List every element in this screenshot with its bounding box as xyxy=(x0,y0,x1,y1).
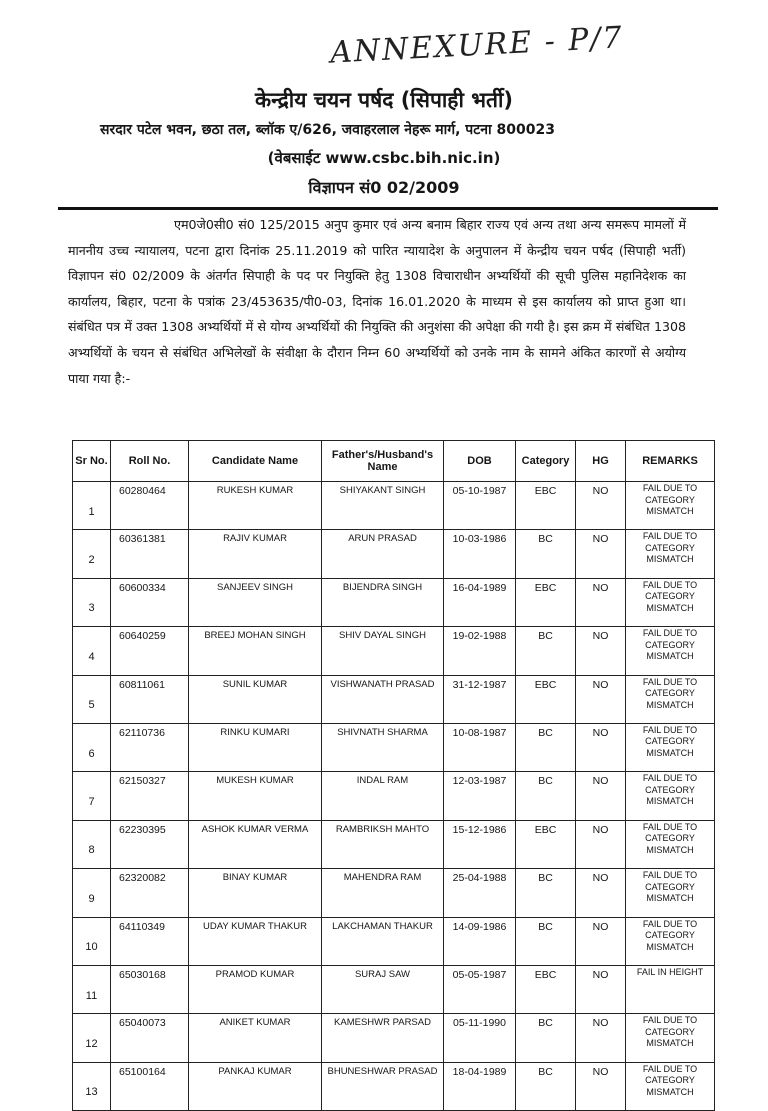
row-candidate-cell: SUNIL KUMAR xyxy=(189,675,322,723)
row-roll-cell: 65040073 xyxy=(111,1014,189,1062)
row-candidate-cell: RINKU KUMARI xyxy=(189,723,322,771)
row-roll-cell: 60811061 xyxy=(111,675,189,723)
row-dob-cell: 12-03-1987 xyxy=(444,772,516,820)
row-category-cell: EBC xyxy=(516,578,576,626)
row-sr-cell: 9 xyxy=(73,869,111,917)
row-roll-cell: 62150327 xyxy=(111,772,189,820)
table-row xyxy=(73,1014,715,1062)
row-father-cell: BIJENDRA SINGH xyxy=(322,578,444,626)
row-hg-cell: NO xyxy=(576,530,626,578)
row-father-cell: BHUNESHWAR PRASAD xyxy=(322,1062,444,1110)
row-category-cell: EBC xyxy=(516,675,576,723)
table-row xyxy=(73,627,715,675)
row-roll-cell: 60361381 xyxy=(111,530,189,578)
row-remarks-cell: FAIL DUE TO CATEGORY MISMATCH xyxy=(626,869,715,917)
row-dob-cell: 05-05-1987 xyxy=(444,965,516,1013)
row-hg-cell: NO xyxy=(576,869,626,917)
row-father-cell: KAMESHWR PARSAD xyxy=(322,1014,444,1062)
header-divider xyxy=(58,207,718,210)
row-dob-cell: 05-10-1987 xyxy=(444,482,516,530)
row-roll-cell: 62110736 xyxy=(111,723,189,771)
table-row xyxy=(73,482,715,530)
row-category-cell: BC xyxy=(516,869,576,917)
row-dob-cell: 10-08-1987 xyxy=(444,723,516,771)
row-candidate-cell: RAJIV KUMAR xyxy=(189,530,322,578)
table-row xyxy=(73,723,715,771)
annexure-handwritten-label: ANNEXURE - P/7 xyxy=(329,20,625,71)
table-row xyxy=(73,530,715,578)
row-category-cell: EBC xyxy=(516,820,576,868)
row-father-cell: VISHWANATH PRASAD xyxy=(322,675,444,723)
row-sr-cell: 7 xyxy=(73,772,111,820)
row-hg-cell: NO xyxy=(576,1062,626,1110)
row-category-cell: EBC xyxy=(516,965,576,1013)
row-remarks-cell: FAIL IN HEIGHT xyxy=(626,965,715,1013)
row-category-cell: BC xyxy=(516,530,576,578)
row-sr-cell: 6 xyxy=(73,723,111,771)
office-address: सरदार पटेल भवन, छठा तल, ब्लॉक ए/626, जवाहरलाल नेहरू मार्ग, पटना 800023 xyxy=(100,122,555,138)
row-category-cell: BC xyxy=(516,772,576,820)
row-dob-cell: 31-12-1987 xyxy=(444,675,516,723)
col-header-remarks: REMARKS xyxy=(626,441,715,482)
row-category-cell: BC xyxy=(516,917,576,965)
table-row xyxy=(73,965,715,1013)
row-remarks-cell: FAIL DUE TO CATEGORY MISMATCH xyxy=(626,675,715,723)
row-hg-cell: NO xyxy=(576,772,626,820)
col-header-candidate: Candidate Name xyxy=(189,441,322,482)
disqualified-candidates-table xyxy=(72,440,715,1111)
row-dob-cell: 15-12-1986 xyxy=(444,820,516,868)
row-dob-cell: 14-09-1986 xyxy=(444,917,516,965)
table-row xyxy=(73,820,715,868)
row-dob-cell: 18-04-1989 xyxy=(444,1062,516,1110)
row-sr-cell: 4 xyxy=(73,627,111,675)
col-header-dob: DOB xyxy=(444,441,516,482)
row-remarks-cell: FAIL DUE TO CATEGORY MISMATCH xyxy=(626,1014,715,1062)
table-row xyxy=(73,578,715,626)
row-roll-cell: 60280464 xyxy=(111,482,189,530)
table-row xyxy=(73,869,715,917)
row-roll-cell: 64110349 xyxy=(111,917,189,965)
row-category-cell: EBC xyxy=(516,482,576,530)
row-sr-cell: 5 xyxy=(73,675,111,723)
body-paragraph-text: एम0जे0सी0 सं0 125/2015 अनुप कुमार एवं अन्य बनाम बिहार राज्य एवं अन्य तथा अन्य समरूप मामलों में माननीय उच्च न्यायालय, पटना द्वारा दिनांक 25.11.2019 को पारित न्यायादेश के अनुपालन में केन्द्रीय चयन पर्षद (सिपाही भर्ती) विज्ञापन सं0 02/2009 के अंतर्गत सिपाही के पद पर नियुक्ति हेतु 1308 विचाराधीन अभ्यर्थियों की सूची पुलिस महानिदेशक का कार्यालय, बिहार, पटना के पत्रांक 23/453635/पी0-03, दिनांक 16.01.2020 के माध्यम से इस कार्यालय को प्राप्त हुआ था। संबंधित पत्र में उक्त 1308 अभ्यर्थियों में से योग्य अभ्यर्थियों की नियुक्ति की अनुशंसा की अपेक्षा की गयी है। इस क्रम में संबंधित 1308 अभ्यर्थियों के चयन से संबंधित अभिलेखों के संवीक्षा के दौरान निम्न 60 अभ्यर्थियों को उनके नाम के सामने अंकित कारणों से अयोग्य पाया गया है:- xyxy=(68,217,686,386)
table-row xyxy=(73,772,715,820)
row-hg-cell: NO xyxy=(576,965,626,1013)
row-remarks-cell: FAIL DUE TO CATEGORY MISMATCH xyxy=(626,1062,715,1110)
row-candidate-cell: RUKESH KUMAR xyxy=(189,482,322,530)
row-roll-cell: 62320082 xyxy=(111,869,189,917)
row-remarks-cell: FAIL DUE TO CATEGORY MISMATCH xyxy=(626,772,715,820)
row-sr-cell: 2 xyxy=(73,530,111,578)
row-father-cell: RAMBRIKSH MAHTO xyxy=(322,820,444,868)
row-father-cell: ARUN PRASAD xyxy=(322,530,444,578)
row-hg-cell: NO xyxy=(576,917,626,965)
row-remarks-cell: FAIL DUE TO CATEGORY MISMATCH xyxy=(626,723,715,771)
table-body xyxy=(73,482,715,1111)
row-category-cell: BC xyxy=(516,627,576,675)
row-category-cell: BC xyxy=(516,1062,576,1110)
row-candidate-cell: BINAY KUMAR xyxy=(189,869,322,917)
row-father-cell: SURAJ SAW xyxy=(322,965,444,1013)
table-row xyxy=(73,917,715,965)
row-roll-cell: 65030168 xyxy=(111,965,189,1013)
row-sr-cell: 12 xyxy=(73,1014,111,1062)
row-hg-cell: NO xyxy=(576,482,626,530)
body-paragraph xyxy=(68,212,686,391)
row-sr-cell: 1 xyxy=(73,482,111,530)
row-remarks-cell: FAIL DUE TO CATEGORY MISMATCH xyxy=(626,820,715,868)
table-header-row xyxy=(73,441,715,482)
row-remarks-cell: FAIL DUE TO CATEGORY MISMATCH xyxy=(626,917,715,965)
row-remarks-cell: FAIL DUE TO CATEGORY MISMATCH xyxy=(626,578,715,626)
row-father-cell: MAHENDRA RAM xyxy=(322,869,444,917)
table-row xyxy=(73,675,715,723)
row-roll-cell: 60640259 xyxy=(111,627,189,675)
row-remarks-cell: FAIL DUE TO CATEGORY MISMATCH xyxy=(626,627,715,675)
row-father-cell: SHIV DAYAL SINGH xyxy=(322,627,444,675)
table-row xyxy=(73,1062,715,1110)
row-candidate-cell: PRAMOD KUMAR xyxy=(189,965,322,1013)
row-roll-cell: 62230395 xyxy=(111,820,189,868)
row-sr-cell: 10 xyxy=(73,917,111,965)
row-category-cell: BC xyxy=(516,1014,576,1062)
row-roll-cell: 60600334 xyxy=(111,578,189,626)
row-sr-cell: 13 xyxy=(73,1062,111,1110)
row-roll-cell: 65100164 xyxy=(111,1062,189,1110)
row-father-cell: SHIYAKANT SINGH xyxy=(322,482,444,530)
row-candidate-cell: ANIKET KUMAR xyxy=(189,1014,322,1062)
row-sr-cell: 3 xyxy=(73,578,111,626)
row-dob-cell: 16-04-1989 xyxy=(444,578,516,626)
row-dob-cell: 05-11-1990 xyxy=(444,1014,516,1062)
row-sr-cell: 8 xyxy=(73,820,111,868)
row-candidate-cell: MUKESH KUMAR xyxy=(189,772,322,820)
advertisement-number: विज्ञापन सं0 02/2009 xyxy=(308,178,460,197)
website-line: (वेबसाईट www.csbc.bih.nic.in) xyxy=(267,149,501,167)
col-header-father: Father's/Husband's Name xyxy=(322,441,444,482)
row-dob-cell: 19-02-1988 xyxy=(444,627,516,675)
row-hg-cell: NO xyxy=(576,723,626,771)
row-sr-cell: 11 xyxy=(73,965,111,1013)
row-hg-cell: NO xyxy=(576,627,626,675)
row-category-cell: BC xyxy=(516,723,576,771)
row-hg-cell: NO xyxy=(576,1014,626,1062)
row-remarks-cell: FAIL DUE TO CATEGORY MISMATCH xyxy=(626,482,715,530)
row-father-cell: LAKCHAMAN THAKUR xyxy=(322,917,444,965)
row-candidate-cell: BREEJ MOHAN SINGH xyxy=(189,627,322,675)
col-header-sr: Sr No. xyxy=(73,441,111,482)
page-title: केन्द्रीय चयन पर्षद (सिपाही भर्ती) xyxy=(255,88,513,112)
col-header-category: Category xyxy=(516,441,576,482)
row-remarks-cell: FAIL DUE TO CATEGORY MISMATCH xyxy=(626,530,715,578)
row-hg-cell: NO xyxy=(576,820,626,868)
row-candidate-cell: PANKAJ KUMAR xyxy=(189,1062,322,1110)
col-header-roll: Roll No. xyxy=(111,441,189,482)
row-candidate-cell: UDAY KUMAR THAKUR xyxy=(189,917,322,965)
row-father-cell: SHIVNATH SHARMA xyxy=(322,723,444,771)
row-dob-cell: 25-04-1988 xyxy=(444,869,516,917)
row-dob-cell: 10-03-1986 xyxy=(444,530,516,578)
row-father-cell: INDAL RAM xyxy=(322,772,444,820)
col-header-hg: HG xyxy=(576,441,626,482)
row-candidate-cell: ASHOK KUMAR VERMA xyxy=(189,820,322,868)
row-hg-cell: NO xyxy=(576,578,626,626)
row-candidate-cell: SANJEEV SINGH xyxy=(189,578,322,626)
row-hg-cell: NO xyxy=(576,675,626,723)
